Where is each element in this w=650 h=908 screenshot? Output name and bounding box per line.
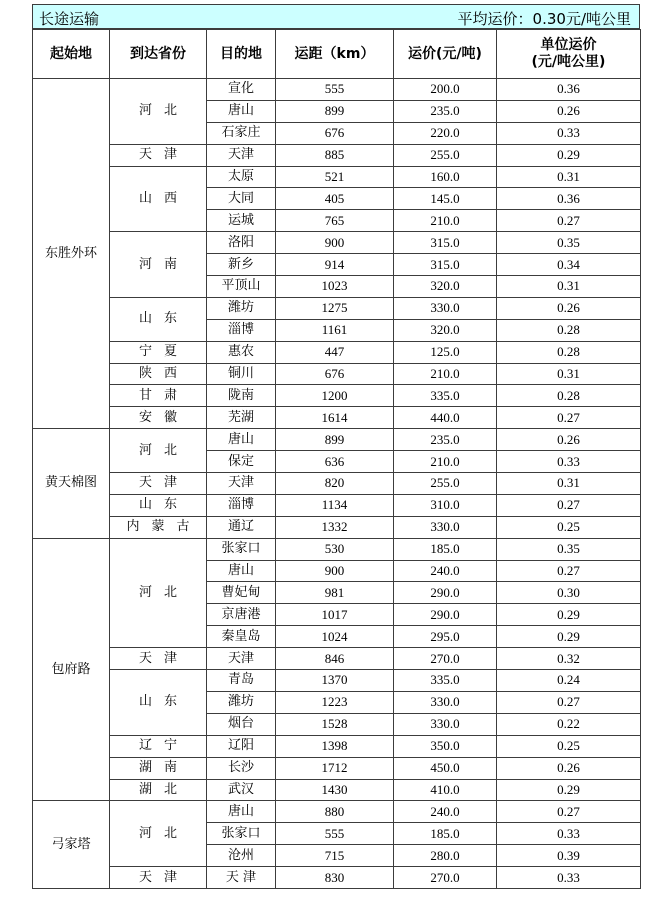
- table-row: [33, 867, 641, 889]
- distance-cell: 530: [276, 538, 394, 560]
- price-cell: 335.0: [394, 670, 497, 692]
- unit-price-cell: 0.26: [497, 757, 641, 779]
- destination-cell: 新乡: [207, 254, 276, 276]
- unit-price-cell: 0.26: [497, 100, 641, 122]
- average-price-label: 平均运价：0.30元/吨公里: [457, 10, 631, 28]
- destination-cell: 唐山: [207, 429, 276, 451]
- origin-cell: 东胜外环: [33, 79, 110, 429]
- price-cell: 290.0: [394, 582, 497, 604]
- unit-price-cell: 0.31: [497, 363, 641, 385]
- province-cell: 天津: [110, 648, 207, 670]
- destination-cell: 通辽: [207, 516, 276, 538]
- unit-price-cell: 0.28: [497, 385, 641, 407]
- table-row: [33, 385, 641, 407]
- table-body: [33, 79, 641, 889]
- distance-cell: 1712: [276, 757, 394, 779]
- unit-price-cell: 0.31: [497, 473, 641, 495]
- destination-cell: 秦皇岛: [207, 626, 276, 648]
- unit-price-cell: 0.36: [497, 79, 641, 101]
- distance-cell: 820: [276, 473, 394, 495]
- distance-cell: 900: [276, 232, 394, 254]
- distance-cell: 676: [276, 363, 394, 385]
- destination-cell: 唐山: [207, 100, 276, 122]
- destination-cell: 石家庄: [207, 122, 276, 144]
- unit-price-cell: 0.33: [497, 122, 641, 144]
- table-row: [33, 363, 641, 385]
- header-distance: 运距（km）: [276, 30, 394, 79]
- destination-cell: 天津: [207, 473, 276, 495]
- distance-cell: 914: [276, 254, 394, 276]
- price-cell: 210.0: [394, 210, 497, 232]
- price-cell: 210.0: [394, 451, 497, 473]
- province-cell: 陕西: [110, 363, 207, 385]
- unit-price-cell: 0.26: [497, 297, 641, 319]
- distance-cell: 1614: [276, 407, 394, 429]
- table-row: [33, 144, 641, 166]
- table-row: [33, 757, 641, 779]
- destination-cell: 长沙: [207, 757, 276, 779]
- table-row: [33, 473, 641, 495]
- unit-price-cell: 0.28: [497, 319, 641, 341]
- price-cell: 220.0: [394, 122, 497, 144]
- unit-price-cell: 0.27: [497, 210, 641, 232]
- price-cell: 235.0: [394, 429, 497, 451]
- destination-cell: 潍坊: [207, 691, 276, 713]
- destination-cell: 张家口: [207, 538, 276, 560]
- header-row: [33, 30, 641, 79]
- unit-price-cell: 0.39: [497, 845, 641, 867]
- destination-cell: 洛阳: [207, 232, 276, 254]
- destination-cell: 平顶山: [207, 276, 276, 298]
- header-unit-price-line1: 单位运价: [540, 37, 597, 53]
- destination-cell: 潍坊: [207, 297, 276, 319]
- destination-cell: 武汉: [207, 779, 276, 801]
- destination-cell: 京唐港: [207, 604, 276, 626]
- price-cell: 125.0: [394, 341, 497, 363]
- transport-price-sheet: [32, 4, 640, 889]
- distance-cell: 1430: [276, 779, 394, 801]
- destination-cell: 沧州: [207, 845, 276, 867]
- header-unit-price: [497, 30, 641, 79]
- destination-cell: 太原: [207, 166, 276, 188]
- destination-cell: 唐山: [207, 560, 276, 582]
- province-cell: 湖南: [110, 757, 207, 779]
- price-cell: 330.0: [394, 713, 497, 735]
- distance-cell: 1023: [276, 276, 394, 298]
- unit-price-cell: 0.30: [497, 582, 641, 604]
- unit-price-cell: 0.29: [497, 604, 641, 626]
- destination-cell: 天 津: [207, 867, 276, 889]
- unit-price-cell: 0.29: [497, 779, 641, 801]
- price-cell: 320.0: [394, 319, 497, 341]
- distance-cell: 1528: [276, 713, 394, 735]
- destination-cell: 陇南: [207, 385, 276, 407]
- province-cell: 天津: [110, 867, 207, 889]
- province-cell: 山西: [110, 166, 207, 232]
- distance-cell: 1134: [276, 494, 394, 516]
- header-price: 运价(元/吨): [394, 30, 497, 79]
- destination-cell: 烟台: [207, 713, 276, 735]
- province-cell: 山东: [110, 670, 207, 736]
- destination-cell: 天津: [207, 144, 276, 166]
- distance-cell: 715: [276, 845, 394, 867]
- distance-cell: 1332: [276, 516, 394, 538]
- distance-cell: 981: [276, 582, 394, 604]
- distance-cell: 900: [276, 560, 394, 582]
- price-cell: 240.0: [394, 801, 497, 823]
- distance-cell: 555: [276, 823, 394, 845]
- price-cell: 440.0: [394, 407, 497, 429]
- price-cell: 450.0: [394, 757, 497, 779]
- header-destination: 目的地: [207, 30, 276, 79]
- price-cell: 330.0: [394, 516, 497, 538]
- unit-price-cell: 0.35: [497, 538, 641, 560]
- table-row: [33, 779, 641, 801]
- province-cell: 天津: [110, 144, 207, 166]
- price-cell: 200.0: [394, 79, 497, 101]
- unit-price-cell: 0.33: [497, 823, 641, 845]
- destination-cell: 淄博: [207, 494, 276, 516]
- destination-cell: 保定: [207, 451, 276, 473]
- province-cell: 山东: [110, 494, 207, 516]
- price-cell: 185.0: [394, 538, 497, 560]
- price-cell: 210.0: [394, 363, 497, 385]
- distance-cell: 1200: [276, 385, 394, 407]
- unit-price-cell: 0.31: [497, 276, 641, 298]
- unit-price-cell: 0.27: [497, 494, 641, 516]
- destination-cell: 曹妃甸: [207, 582, 276, 604]
- distance-cell: 521: [276, 166, 394, 188]
- unit-price-cell: 0.27: [497, 801, 641, 823]
- table-row: [33, 648, 641, 670]
- distance-cell: 1161: [276, 319, 394, 341]
- distance-cell: 1275: [276, 297, 394, 319]
- origin-cell: 黄天棉图: [33, 429, 110, 538]
- destination-cell: 天津: [207, 648, 276, 670]
- destination-cell: 青岛: [207, 670, 276, 692]
- price-cell: 270.0: [394, 867, 497, 889]
- price-cell: 270.0: [394, 648, 497, 670]
- table-row: [33, 735, 641, 757]
- unit-price-cell: 0.32: [497, 648, 641, 670]
- distance-cell: 636: [276, 451, 394, 473]
- province-cell: 湖北: [110, 779, 207, 801]
- price-cell: 160.0: [394, 166, 497, 188]
- header-origin: 起始地: [33, 30, 110, 79]
- province-cell: 宁夏: [110, 341, 207, 363]
- price-cell: 315.0: [394, 254, 497, 276]
- price-cell: 315.0: [394, 232, 497, 254]
- unit-price-cell: 0.33: [497, 867, 641, 889]
- distance-cell: 1398: [276, 735, 394, 757]
- destination-cell: 辽阳: [207, 735, 276, 757]
- origin-cell: 包府路: [33, 538, 110, 801]
- distance-cell: 880: [276, 801, 394, 823]
- destination-cell: 铜川: [207, 363, 276, 385]
- distance-cell: 1223: [276, 691, 394, 713]
- distance-cell: 885: [276, 144, 394, 166]
- price-cell: 280.0: [394, 845, 497, 867]
- unit-price-cell: 0.22: [497, 713, 641, 735]
- unit-price-cell: 0.33: [497, 451, 641, 473]
- price-cell: 255.0: [394, 144, 497, 166]
- table-row: [33, 429, 641, 451]
- price-cell: 330.0: [394, 297, 497, 319]
- destination-cell: 芜湖: [207, 407, 276, 429]
- destination-cell: 宣化: [207, 79, 276, 101]
- province-cell: 辽宁: [110, 735, 207, 757]
- table-row: [33, 670, 641, 692]
- price-cell: 410.0: [394, 779, 497, 801]
- price-cell: 240.0: [394, 560, 497, 582]
- province-cell: 山东: [110, 297, 207, 341]
- distance-cell: 1017: [276, 604, 394, 626]
- province-cell: 河北: [110, 801, 207, 867]
- table-row: [33, 79, 641, 101]
- distance-cell: 1024: [276, 626, 394, 648]
- unit-price-cell: 0.34: [497, 254, 641, 276]
- unit-price-cell: 0.29: [497, 144, 641, 166]
- distance-cell: 676: [276, 122, 394, 144]
- header-unit-price-line2: (元/吨公里): [531, 54, 606, 70]
- table-row: [33, 494, 641, 516]
- destination-cell: 惠农: [207, 341, 276, 363]
- header-province: 到达省份: [110, 30, 207, 79]
- price-cell: 335.0: [394, 385, 497, 407]
- province-cell: 天津: [110, 473, 207, 495]
- distance-cell: 555: [276, 79, 394, 101]
- title-bar: [32, 4, 640, 29]
- distance-cell: 899: [276, 100, 394, 122]
- price-cell: 290.0: [394, 604, 497, 626]
- price-cell: 320.0: [394, 276, 497, 298]
- province-cell: 河北: [110, 429, 207, 473]
- price-table: [32, 29, 641, 889]
- distance-cell: 1370: [276, 670, 394, 692]
- distance-cell: 846: [276, 648, 394, 670]
- price-cell: 145.0: [394, 188, 497, 210]
- province-cell: 内蒙古: [110, 516, 207, 538]
- unit-price-cell: 0.26: [497, 429, 641, 451]
- price-cell: 235.0: [394, 100, 497, 122]
- unit-price-cell: 0.36: [497, 188, 641, 210]
- price-cell: 330.0: [394, 691, 497, 713]
- table-row: [33, 232, 641, 254]
- distance-cell: 830: [276, 867, 394, 889]
- table-row: [33, 801, 641, 823]
- distance-cell: 899: [276, 429, 394, 451]
- table-row: [33, 166, 641, 188]
- price-cell: 350.0: [394, 735, 497, 757]
- unit-price-cell: 0.27: [497, 560, 641, 582]
- destination-cell: 大同: [207, 188, 276, 210]
- unit-price-cell: 0.25: [497, 735, 641, 757]
- distance-cell: 447: [276, 341, 394, 363]
- table-row: [33, 341, 641, 363]
- unit-price-cell: 0.24: [497, 670, 641, 692]
- table-row: [33, 407, 641, 429]
- table-row: [33, 297, 641, 319]
- destination-cell: 运城: [207, 210, 276, 232]
- unit-price-cell: 0.31: [497, 166, 641, 188]
- origin-cell: 弓家塔: [33, 801, 110, 889]
- table-row: [33, 538, 641, 560]
- distance-cell: 405: [276, 188, 394, 210]
- province-cell: 安徽: [110, 407, 207, 429]
- unit-price-cell: 0.27: [497, 691, 641, 713]
- table-row: [33, 516, 641, 538]
- sheet-title: 长途运输: [39, 10, 100, 28]
- unit-price-cell: 0.29: [497, 626, 641, 648]
- destination-cell: 张家口: [207, 823, 276, 845]
- province-cell: 河南: [110, 232, 207, 298]
- unit-price-cell: 0.27: [497, 407, 641, 429]
- price-cell: 310.0: [394, 494, 497, 516]
- province-cell: 甘肃: [110, 385, 207, 407]
- price-cell: 185.0: [394, 823, 497, 845]
- province-cell: 河北: [110, 79, 207, 145]
- distance-cell: 765: [276, 210, 394, 232]
- destination-cell: 淄博: [207, 319, 276, 341]
- unit-price-cell: 0.25: [497, 516, 641, 538]
- province-cell: 河北: [110, 538, 207, 647]
- price-cell: 295.0: [394, 626, 497, 648]
- unit-price-cell: 0.35: [497, 232, 641, 254]
- unit-price-cell: 0.28: [497, 341, 641, 363]
- destination-cell: 唐山: [207, 801, 276, 823]
- price-cell: 255.0: [394, 473, 497, 495]
